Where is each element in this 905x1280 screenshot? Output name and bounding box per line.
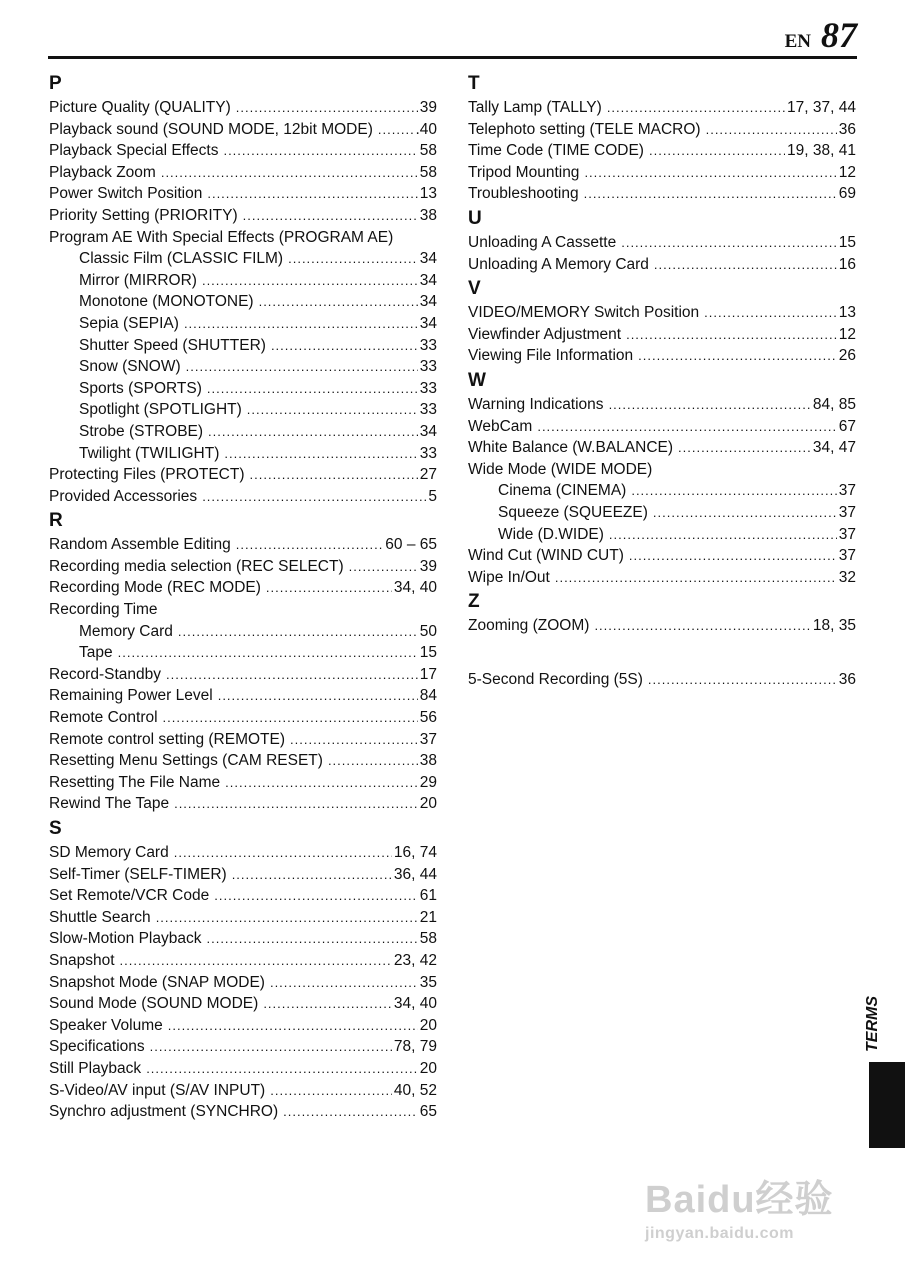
entry-pages: 33	[419, 444, 437, 462]
entry-pages: 65	[419, 1103, 437, 1121]
entry-term: Rewind The Tape	[49, 795, 170, 813]
watermark-logo: Baidu经验	[645, 1179, 834, 1221]
index-entry	[468, 345, 856, 367]
entry-term: Playback Special Effects	[49, 142, 219, 160]
entry-term: SD Memory Card	[49, 844, 169, 861]
dot-leader	[266, 577, 392, 599]
index-entry	[49, 685, 437, 707]
dot-leader	[271, 335, 418, 357]
entry-term: Recording Time	[49, 601, 158, 619]
entry-pages: 38	[419, 752, 437, 770]
page-number: 87	[821, 15, 857, 55]
entry-pages: 26	[838, 347, 856, 365]
dot-leader	[150, 1036, 392, 1058]
dot-leader	[224, 443, 417, 465]
entry-term: Remote Control	[49, 709, 158, 727]
entry-term: Spotlight (SPOTLIGHT)	[79, 401, 242, 419]
entry-pages: 33	[419, 401, 437, 419]
dot-leader	[648, 669, 837, 691]
dot-leader	[236, 534, 383, 556]
entry-pages: 16	[838, 255, 856, 273]
entry-pages: 34	[419, 293, 437, 311]
entry-pages: 38	[419, 206, 437, 224]
dot-leader	[146, 1058, 418, 1080]
index-section	[468, 205, 856, 275]
dot-leader	[207, 183, 417, 205]
dot-leader	[270, 972, 418, 994]
dot-leader	[270, 1080, 392, 1102]
dot-leader	[250, 464, 418, 486]
entry-term: Snapshot	[49, 951, 115, 969]
entry-term: Record-Standby	[49, 665, 162, 683]
dot-leader	[290, 729, 418, 751]
index-subentry	[468, 524, 856, 546]
index-entry	[49, 486, 437, 508]
entry-term: Warning Indications	[468, 395, 604, 413]
index-entry	[468, 254, 856, 276]
dot-leader	[120, 950, 392, 972]
entry-term: Provided Accessories	[49, 487, 198, 505]
dot-leader	[161, 162, 418, 184]
index-subentry	[49, 621, 437, 643]
entry-term: Specifications	[49, 1038, 145, 1056]
entry-pages: .40	[415, 120, 437, 138]
entry-pages: 12	[838, 163, 856, 181]
index-entry	[49, 664, 437, 686]
dot-leader	[225, 772, 418, 794]
dot-leader	[118, 642, 418, 664]
index-subentry	[49, 378, 437, 400]
entry-term: Still Playback	[49, 1059, 142, 1077]
entry-term: Viewfinder Adjustment	[468, 325, 622, 343]
index-entry	[468, 437, 856, 459]
entry-term: Sports (SPORTS)	[79, 379, 202, 397]
index-entry	[468, 567, 856, 589]
header-rule	[48, 56, 857, 59]
dot-leader	[163, 707, 418, 729]
index-entry	[49, 577, 437, 599]
entry-term: Playback Zoom	[49, 163, 156, 181]
dot-leader	[207, 378, 418, 400]
index-subentry	[49, 291, 437, 313]
index-entry	[49, 950, 437, 972]
index-entry	[468, 669, 856, 691]
entry-pages: 20	[419, 795, 437, 813]
entry-pages: 33	[419, 379, 437, 397]
dot-leader	[283, 1101, 418, 1123]
entry-pages: 20	[419, 1016, 437, 1034]
entry-term: Self-Timer (SELF-TIMER)	[49, 865, 227, 883]
entry-term: Recording media selection (REC SELECT)	[49, 557, 344, 575]
entry-term: Strobe (STROBE)	[79, 422, 204, 440]
entry-pages: 19, 38, 41	[787, 142, 856, 160]
entry-term: Classic Film (CLASSIC FILM)	[79, 250, 284, 268]
entry-term: 5-Second Recording (5S)	[468, 670, 643, 688]
index-entry	[49, 183, 437, 205]
index-entry	[468, 162, 856, 184]
entry-pages: 33	[419, 358, 437, 376]
dot-leader	[202, 270, 418, 292]
watermark-url: jingyan.baidu.com	[645, 1225, 794, 1242]
entry-pages: 34, 40	[393, 995, 437, 1013]
entry-term: Viewing File Information	[468, 347, 634, 365]
entry-pages: 29	[419, 773, 437, 791]
entry-pages: 21	[419, 908, 437, 926]
entry-term: Sepia (SEPIA)	[79, 314, 179, 332]
index-section	[468, 70, 856, 205]
dot-leader	[609, 394, 811, 416]
index-subentry	[49, 270, 437, 292]
entry-pages: 5	[428, 487, 437, 505]
index-entry	[49, 793, 437, 815]
dot-leader	[638, 345, 837, 367]
section-letter: Z	[468, 591, 480, 613]
entry-pages: 37	[838, 547, 856, 565]
index-entry	[49, 556, 437, 578]
entry-term: Telephoto setting (TELE MACRO)	[468, 120, 701, 138]
language-code: EN	[784, 31, 811, 52]
index-entry	[49, 599, 437, 621]
entry-term: Tape	[79, 644, 113, 662]
entry-pages: 58	[419, 163, 437, 181]
entry-term: Remaining Power Level	[49, 687, 213, 705]
index-subentry	[49, 356, 437, 378]
index-column-right	[468, 70, 856, 690]
index-entry	[49, 119, 437, 141]
entry-pages: 39	[419, 557, 437, 575]
dot-leader	[706, 119, 837, 141]
dot-leader	[288, 248, 418, 270]
entry-pages: 39	[419, 99, 437, 116]
entry-term: Monotone (MONOTONE)	[79, 293, 254, 311]
index-entry	[49, 1080, 437, 1102]
index-subentry	[49, 642, 437, 664]
index-entry	[49, 1101, 437, 1123]
entry-pages: 13	[838, 304, 856, 322]
entry-pages: 13	[419, 185, 437, 203]
index-entry	[468, 459, 856, 481]
entry-pages: 34, 47	[812, 439, 856, 457]
watermark	[645, 1168, 834, 1243]
entry-pages: 56	[419, 709, 437, 727]
entry-term: Cinema (CINEMA)	[498, 482, 627, 500]
index-entry	[49, 928, 437, 950]
entry-pages: 36	[838, 120, 856, 138]
entry-term: WebCam	[468, 417, 533, 435]
entry-term: Troubleshooting	[468, 185, 579, 203]
index-entry	[49, 707, 437, 729]
page-header	[785, 14, 857, 56]
index-subentry	[49, 248, 437, 270]
entry-term: Random Assemble Editing	[49, 536, 231, 554]
dot-leader	[263, 993, 392, 1015]
entry-pages: 34	[419, 250, 437, 268]
entry-pages: 32	[838, 568, 856, 586]
index-subentry	[468, 502, 856, 524]
index-column-left	[49, 70, 437, 1123]
dot-leader	[555, 567, 837, 589]
entry-term: Remote control setting (REMOTE)	[49, 730, 286, 748]
index-entry	[49, 972, 437, 994]
entry-term: Resetting The File Name	[49, 773, 221, 791]
entry-pages: 34	[419, 271, 437, 289]
index-entry	[49, 729, 437, 751]
index-section	[49, 507, 437, 815]
entry-pages: 34	[419, 422, 437, 440]
index-entry	[49, 864, 437, 886]
index-entry	[468, 615, 856, 637]
index-entry	[468, 119, 856, 141]
section-tab-label: TERMS	[864, 996, 881, 1052]
index-entry	[468, 97, 856, 119]
entry-term: Sound Mode (SOUND MODE)	[49, 995, 259, 1013]
dot-leader	[156, 907, 418, 929]
entry-pages: 58	[419, 142, 437, 160]
entry-term: Set Remote/VCR Code	[49, 887, 210, 905]
entry-term: Memory Card	[79, 622, 173, 640]
entry-term: Slow-Motion Playback	[49, 930, 202, 948]
dot-leader	[208, 421, 418, 443]
entry-pages: 84	[419, 687, 437, 705]
section-tab	[869, 1062, 905, 1148]
index-entry	[49, 885, 437, 907]
dot-leader	[243, 205, 418, 227]
dot-leader	[609, 524, 837, 546]
entry-pages: 16, 74	[393, 844, 437, 861]
entry-term: Wide (D.WIDE)	[498, 525, 604, 543]
index-section	[49, 815, 437, 1123]
dot-leader	[678, 437, 811, 459]
index-entry	[49, 1058, 437, 1080]
entry-term: Snow (SNOW)	[79, 358, 181, 376]
entry-pages: 37	[419, 730, 437, 748]
entry-term: Power Switch Position	[49, 185, 203, 203]
entry-pages: 23, 42	[393, 951, 437, 969]
dot-leader	[232, 864, 392, 886]
entry-term: White Balance (W.BALANCE)	[468, 439, 674, 457]
index-entry	[49, 534, 437, 556]
entry-pages: 12	[838, 325, 856, 343]
dot-leader	[236, 97, 418, 119]
index-entry	[468, 302, 856, 324]
entry-pages: 15	[419, 644, 437, 662]
entry-term: Tally Lamp (TALLY)	[468, 99, 602, 116]
index-entry	[49, 772, 437, 794]
entry-pages: 60 – 65	[385, 536, 437, 554]
entry-term: Shuttle Search	[49, 908, 151, 926]
entry-pages: 50	[419, 622, 437, 640]
index-entry	[49, 464, 437, 486]
dot-leader	[186, 356, 418, 378]
index-entry	[468, 324, 856, 346]
index-entry	[49, 1036, 437, 1058]
entry-pages: 58	[419, 930, 437, 948]
dot-leader	[218, 685, 418, 707]
dot-leader	[378, 119, 414, 141]
section-letter: W	[468, 369, 486, 391]
section-letter: R	[49, 510, 63, 532]
entry-pages: 15	[838, 233, 856, 251]
index-entry	[49, 97, 437, 119]
dot-leader	[631, 480, 836, 502]
entry-pages: 84, 85	[812, 395, 856, 413]
index-entry	[468, 183, 856, 205]
index-subentry	[468, 480, 856, 502]
section-letter: U	[468, 207, 482, 229]
index-section	[468, 367, 856, 588]
index-entry	[468, 394, 856, 416]
section-letter: S	[49, 818, 62, 839]
dot-leader	[704, 302, 837, 324]
dot-leader	[259, 291, 418, 313]
index-entry	[49, 205, 437, 227]
dot-leader	[174, 842, 392, 864]
index-subentry	[49, 313, 437, 335]
entry-pages: 34	[419, 314, 437, 332]
dot-leader	[328, 750, 418, 772]
index-entry	[468, 545, 856, 567]
entry-term: Speaker Volume	[49, 1016, 163, 1034]
index-entry	[49, 227, 437, 249]
entry-pages: 36	[838, 670, 856, 688]
dot-leader	[621, 232, 837, 254]
entry-pages: 18, 35	[812, 617, 856, 635]
entry-pages: 35	[419, 973, 437, 991]
entry-term: VIDEO/MEMORY Switch Position	[468, 304, 700, 322]
entry-pages: 17	[419, 665, 437, 683]
entry-pages: 37	[838, 525, 856, 543]
dot-leader	[214, 885, 418, 907]
index-section	[49, 70, 437, 507]
dot-leader	[168, 1015, 418, 1037]
entry-pages: 37	[838, 482, 856, 500]
dot-leader	[206, 928, 417, 950]
dot-leader	[247, 399, 418, 421]
entry-term: Playback sound (SOUND MODE, 12bit MODE)	[49, 120, 373, 138]
index-section	[468, 275, 856, 367]
index-entry	[49, 750, 437, 772]
entry-term: Shutter Speed (SHUTTER)	[79, 336, 266, 354]
dot-leader	[654, 254, 837, 276]
entry-term: Unloading A Memory Card	[468, 255, 649, 273]
dot-leader	[349, 556, 418, 578]
entry-pages: 40, 52	[393, 1081, 437, 1099]
entry-term: Snapshot Mode (SNAP MODE)	[49, 973, 265, 991]
entry-term: Squeeze (SQUEEZE)	[498, 503, 648, 521]
dot-leader	[537, 416, 836, 438]
entry-term: Zooming (ZOOM)	[468, 617, 590, 635]
entry-term: Priority Setting (PRIORITY)	[49, 206, 238, 224]
entry-pages: 36, 44	[393, 865, 437, 883]
entry-term: Synchro adjustment (SYNCHRO)	[49, 1103, 279, 1121]
index-subentry	[49, 421, 437, 443]
entry-term: Protecting Files (PROTECT)	[49, 466, 245, 484]
index-entry	[49, 842, 437, 864]
dot-leader	[626, 324, 837, 346]
index-subentry	[49, 399, 437, 421]
dot-leader	[166, 664, 418, 686]
dot-leader	[629, 545, 837, 567]
entry-term: Program AE With Special Effects (PROGRAM AE)	[49, 228, 394, 246]
dot-leader	[653, 502, 837, 524]
index-entry	[468, 416, 856, 438]
entry-term: Tripod Mounting	[468, 163, 580, 181]
entry-pages: 69	[838, 185, 856, 203]
entry-pages: 33	[419, 336, 437, 354]
entry-pages: 37	[838, 503, 856, 521]
dot-leader	[594, 615, 810, 637]
dot-leader	[202, 486, 426, 508]
entry-term: Time Code (TIME CODE)	[468, 142, 644, 160]
entry-term: Wipe In/Out	[468, 568, 550, 586]
dot-leader	[184, 313, 418, 335]
entry-term: Twilight (TWILIGHT)	[79, 444, 220, 462]
entry-pages: 67	[838, 417, 856, 435]
dot-leader	[584, 162, 836, 184]
dot-leader	[607, 97, 785, 119]
entry-term: Mirror (MIRROR)	[79, 271, 197, 289]
entry-term: Picture Quality (QUALITY)	[49, 99, 231, 116]
index-entry	[468, 232, 856, 254]
entry-term: Wind Cut (WIND CUT)	[468, 547, 624, 565]
dot-leader	[649, 140, 785, 162]
entry-pages: 61	[419, 887, 437, 905]
section-letter: T	[468, 73, 480, 94]
entry-term: Wide Mode (WIDE MODE)	[468, 460, 653, 478]
section-letter: V	[468, 278, 481, 300]
section-letter: P	[49, 73, 62, 94]
index-entry	[49, 907, 437, 929]
index-entry	[468, 140, 856, 162]
entry-term: S-Video/AV input (S/AV INPUT)	[49, 1081, 266, 1099]
dot-leader	[223, 140, 417, 162]
dot-leader	[174, 793, 418, 815]
entry-pages: 78, 79	[393, 1038, 437, 1056]
index-entry	[49, 162, 437, 184]
index-subentry	[49, 443, 437, 465]
entry-pages: 34, 40	[393, 579, 437, 597]
index-subentry	[49, 335, 437, 357]
entry-pages: 27	[419, 466, 437, 484]
index-entry	[49, 1015, 437, 1037]
dot-leader	[584, 183, 837, 205]
index-entry	[49, 993, 437, 1015]
entry-pages: 20	[419, 1059, 437, 1077]
dot-leader	[178, 621, 418, 643]
entry-term: Recording Mode (REC MODE)	[49, 579, 261, 597]
entry-pages: 17, 37, 44	[787, 99, 856, 116]
index-entry	[49, 140, 437, 162]
index-section	[468, 588, 856, 637]
spacer	[468, 637, 856, 669]
entry-term: Unloading A Cassette	[468, 233, 617, 251]
entry-term: Resetting Menu Settings (CAM RESET)	[49, 752, 323, 770]
